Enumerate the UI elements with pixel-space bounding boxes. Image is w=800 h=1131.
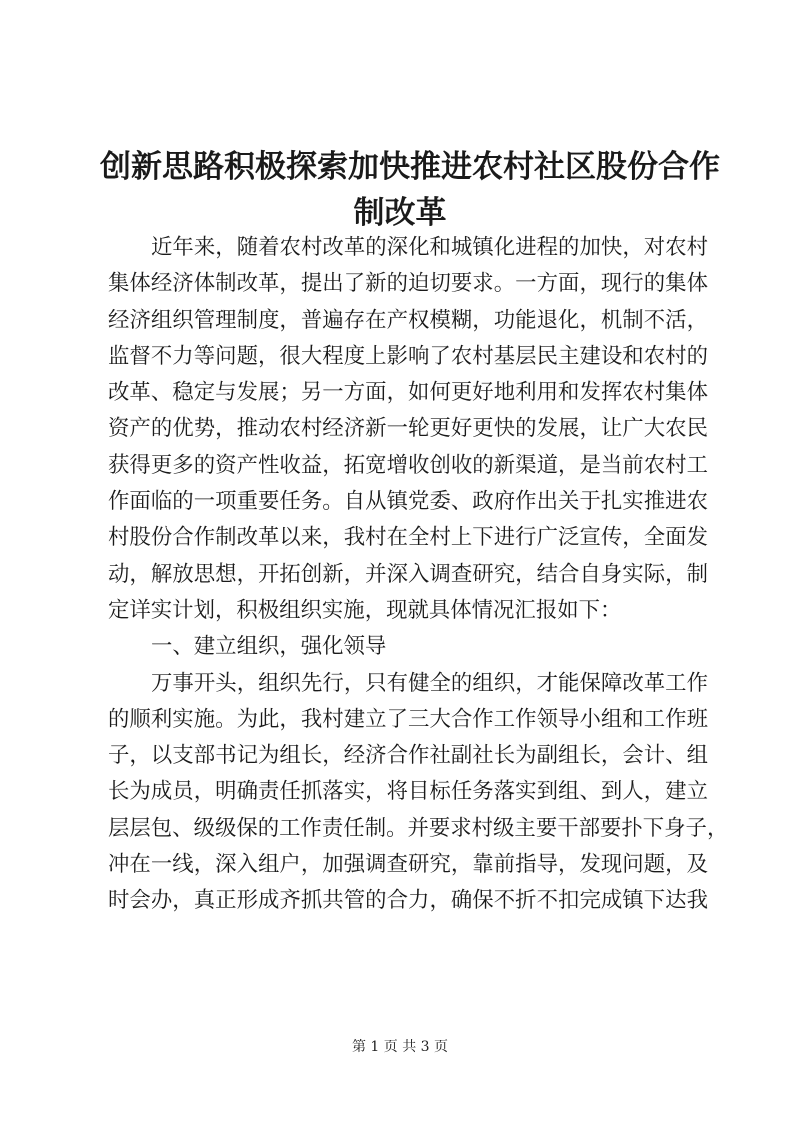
page-footer: 第 1 页 共 3 页 — [351, 1039, 449, 1055]
paragraph-line: 改革、稳定与发展；另一方面，如何更好地利用和发挥农村集体 — [108, 380, 708, 406]
paragraph-line: 经济组织管理制度，普遍存在产权模糊，功能退化，机制不活， — [108, 307, 708, 333]
paragraph-line: 长为成员，明确责任抓落实，将目标任务落实到组、到人，建立 — [108, 779, 708, 805]
paragraph-line: 冲在一线，深入组户，加强调查研究，靠前指导，发现问题，及 — [108, 852, 708, 878]
title-line: 创新思路积极探索加快推进农村社区股份合作 — [100, 149, 720, 185]
document-title — [100, 144, 720, 236]
paragraph-line: 定详实计划，积极组织实施，现就具体情况汇报如下： — [108, 597, 622, 623]
paragraph-line: 获得更多的资产性收益，拓宽增收创收的新渠道，是当前农村工 — [108, 452, 708, 478]
paragraph-line: 近年来，随着农村改革的深化和城镇化进程的加快，对农村 — [151, 235, 708, 260]
paragraph-line: 子，以支部书记为组长，经济合作社副社长为副组长，会计、组 — [108, 743, 708, 769]
paragraph-line: 集体经济体制改革，提出了新的迫切要求。一方面，现行的集体 — [108, 271, 708, 297]
section-heading: 一、建立组织，强化领导 — [151, 634, 387, 660]
paragraph-line: 村股份合作制改革以来，我村在全村上下进行广泛宣传，全面发 — [108, 525, 708, 551]
paragraph-line: 的顺利实施。为此，我村建立了三大合作工作领导小组和工作班 — [108, 706, 708, 732]
document-body — [108, 230, 729, 920]
paragraph-line: 时会办，真正形成齐抓共管的合力，确保不折不扣完成镇下达我 — [108, 888, 708, 914]
paragraph-line: 层层包、级级保的工作责任制。并要求村级主要干部要扑下身子， — [108, 815, 729, 841]
paragraph-line: 作面临的一项重要任务。自从镇党委、政府作出关于扎实推进农 — [108, 489, 708, 515]
paragraph-line: 动，解放思想，开拓创新，并深入调查研究，结合自身实际，制 — [108, 561, 708, 587]
paragraph-line: 监督不力等问题，很大程度上影响了农村基层民主建设和农村的 — [108, 343, 708, 369]
title-line: 制改革 — [353, 195, 447, 231]
paragraph-line: 万事开头，组织先行，只有健全的组织，才能保障改革工作 — [151, 670, 708, 696]
paragraph-line: 资产的优势，推动农村经济新一轮更好更快的发展，让广大农民 — [108, 416, 708, 442]
